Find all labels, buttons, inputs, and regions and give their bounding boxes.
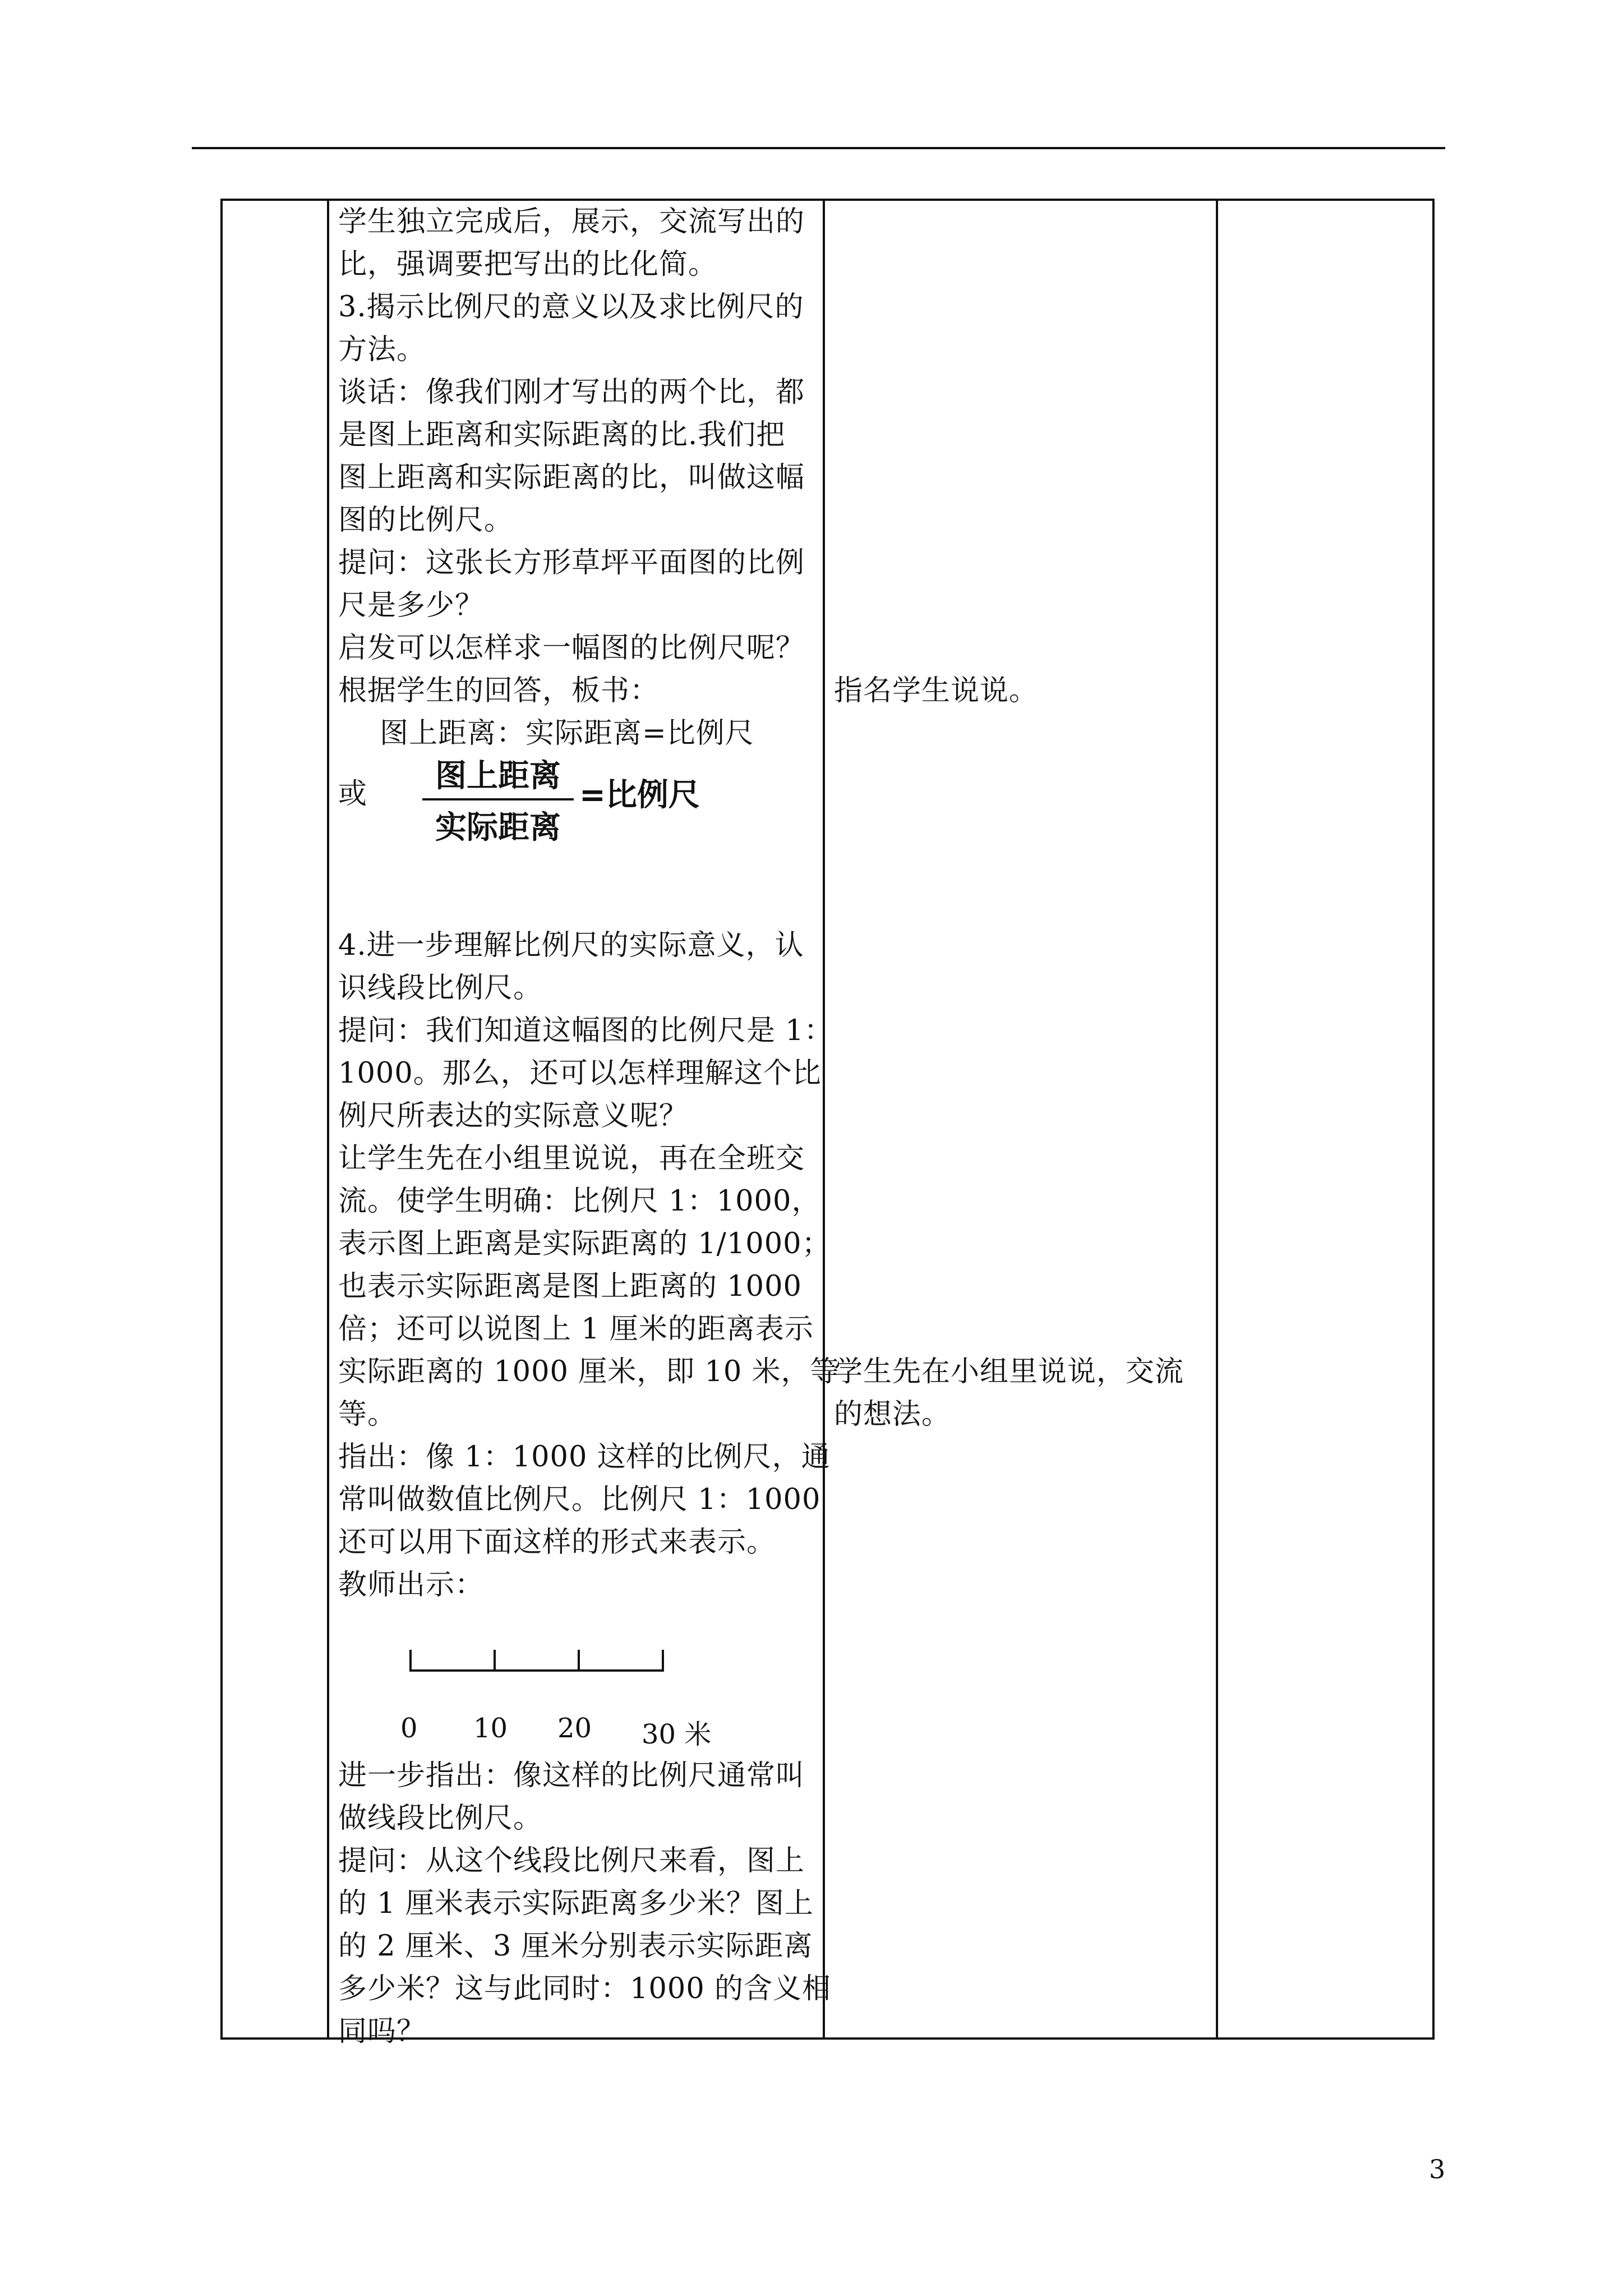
text-line: 是图上距离和实际距离的比.我们把 <box>338 418 786 452</box>
text-line: 常叫做数值比例尺。比例尺 1：1000 <box>338 1483 821 1516</box>
text-line: 做线段比例尺。 <box>338 1802 543 1835</box>
page-number: 3 <box>1429 2154 1446 2184</box>
text-line: 实际距离的 1000 厘米，即 10 米，等 <box>338 1355 840 1388</box>
fraction <box>422 751 574 848</box>
lesson-table <box>220 199 1435 2048</box>
student-activity-cell <box>824 200 1217 2039</box>
formula-prefix: 或 <box>338 777 367 811</box>
text-line: 进一步指出：像这样的比例尺通常叫 <box>338 1759 805 1792</box>
text-line: 方法。 <box>338 333 426 366</box>
fraction-denominator: 实际距离 <box>435 809 561 846</box>
text-line: 图的比例尺。 <box>338 504 514 537</box>
table-row <box>222 200 1433 2039</box>
ratio-fraction-formula <box>338 758 700 846</box>
fraction-numerator: 图上距离 <box>422 751 574 800</box>
student-note: 的想法。 <box>834 1398 951 1431</box>
text-line: 谈话：像我们刚才写出的两个比，都 <box>338 376 805 409</box>
text-line: 倍；还可以说图上 1 厘米的距离表示 <box>338 1313 814 1346</box>
text-line: 流。使学生明确：比例尺 1：1000， <box>338 1185 821 1218</box>
text-line: 也表示实际距离是图上距离的 1000 <box>338 1270 803 1303</box>
text-line: 还可以用下面这样的形式来表示。 <box>338 1526 776 1559</box>
text-line: 启发可以怎样求一幅图的比例尺呢？ <box>338 632 805 665</box>
column-1-cell <box>222 200 328 2039</box>
text-line: 的 2 厘米、3 厘米分别表示实际距离 <box>338 1930 813 1963</box>
text-line: 让学生先在小组里说说，再在全班交 <box>338 1142 805 1175</box>
text-line: 识线段比例尺。 <box>338 972 543 1005</box>
text-line: 的 1 厘米表示实际距离多少米？图上 <box>338 1887 814 1920</box>
text-line: 3.揭示比例尺的意义以及求比例尺的 <box>338 291 804 324</box>
teaching-process-cell <box>328 200 840 2048</box>
text-line: 提问：这张长方形草坪平面图的比例 <box>338 546 805 579</box>
text-line: 尺是多少？ <box>338 589 485 622</box>
text-line: 同吗？ <box>338 2015 426 2048</box>
text-line: 图上距离和实际距离的比，叫做这幅 <box>338 461 805 494</box>
scale-label: 10 <box>473 1713 508 1744</box>
student-note: 学生先在小组里说说，交流 <box>834 1355 1184 1388</box>
text-line: 等。 <box>338 1398 397 1431</box>
text-line: 提问：我们知道这幅图的比例尺是 1： <box>338 1014 833 1047</box>
line-segment-scale <box>396 1645 666 1679</box>
column-4-cell <box>1217 200 1433 2039</box>
text-line: 1000。那么，还可以怎样理解这个比 <box>338 1057 822 1090</box>
text-line: 多少米？这与此同时：1000 的含义相 <box>338 1972 832 2005</box>
fraction-rhs: =比例尺 <box>579 777 700 813</box>
text-line: 4.进一步理解比例尺的实际意义，认 <box>338 929 804 962</box>
text-line: 比，强调要把写出的比化简。 <box>338 248 718 281</box>
text-line: 表示图上距离是实际距离的 1/1000； <box>338 1227 831 1260</box>
scale-label: 0 <box>400 1713 418 1744</box>
text-line: 学生独立完成后，展示，交流写出的 <box>338 205 805 238</box>
text-line: 例尺所表达的实际意义呢？ <box>338 1099 689 1133</box>
formula-line: 图上距离：实际距离=比例尺 <box>380 717 754 750</box>
text-line: 提问：从这个线段比例尺来看，图上 <box>338 1844 805 1878</box>
header-rule <box>192 147 1445 149</box>
scale-label: 30 米 <box>642 1719 712 1750</box>
text-line: 指出：像 1：1000 这样的比例尺，通 <box>338 1441 831 1474</box>
scale-label: 20 <box>557 1713 592 1744</box>
text-line: 教师出示： <box>338 1568 485 1602</box>
student-note: 指名学生说说。 <box>834 674 1039 707</box>
text-line: 根据学生的回答，板书： <box>338 674 660 707</box>
